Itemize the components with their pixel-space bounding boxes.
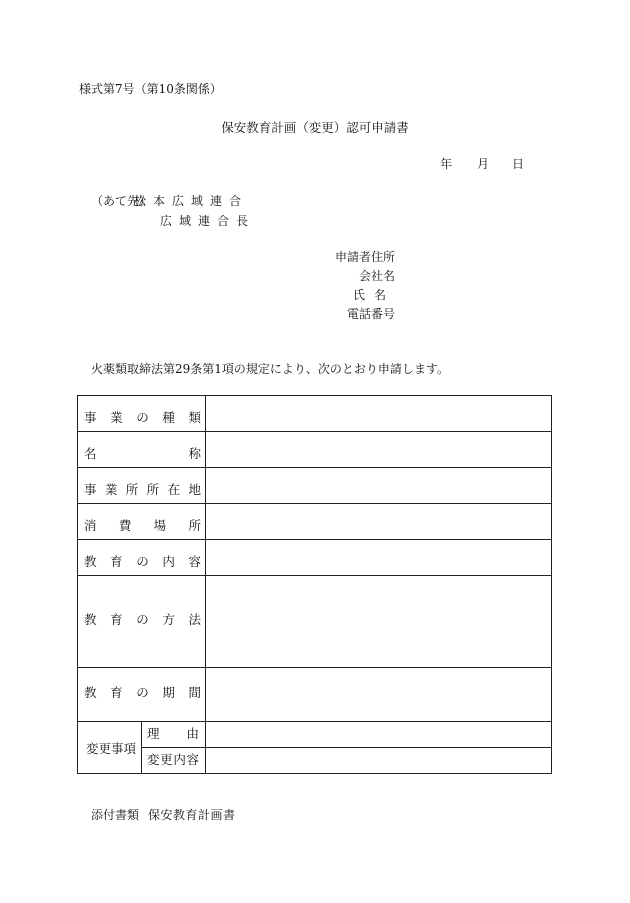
row-office-location <box>78 468 552 504</box>
lead-statement: 火薬類取締法第29条第1項の規定により、次のとおり申請します。 <box>91 362 449 376</box>
applicant-name-label: 氏名 <box>352 288 395 302</box>
business-type-label: 事 業 の 種 類 <box>78 396 206 432</box>
row-name <box>78 432 552 468</box>
education-method-field[interactable] <box>206 576 552 668</box>
consumption-site-label: 消 費 場 所 <box>78 504 206 540</box>
business-type-field[interactable] <box>206 396 552 432</box>
name-field[interactable] <box>206 432 552 468</box>
education-content-field[interactable] <box>206 540 552 576</box>
change-content-field[interactable] <box>206 748 552 774</box>
date-year-label: 年 <box>440 157 453 171</box>
office-location-field[interactable] <box>206 468 552 504</box>
office-location-label: 事 業 所 所 在 地 <box>78 468 206 504</box>
applicant-address-label: 申請者住所 <box>334 250 395 264</box>
application-table <box>77 395 552 774</box>
row-business-type <box>78 396 552 432</box>
row-education-period <box>78 668 552 722</box>
addressee-prefix: （あて先） <box>91 194 152 208</box>
row-education-content <box>78 540 552 576</box>
form-number: 様式第7号（第10条関係） <box>79 82 222 96</box>
education-content-label: 教 育 の 内 容 <box>78 540 206 576</box>
education-period-label: 教 育 の 期 間 <box>78 668 206 722</box>
name-label: 名 称 <box>78 432 206 468</box>
addressee-line2: 広域連合長 <box>160 214 256 228</box>
row-consumption-site <box>78 504 552 540</box>
change-content-label: 変 更 内 容 <box>142 748 206 774</box>
row-education-method <box>78 576 552 668</box>
education-period-field[interactable] <box>206 668 552 722</box>
change-reason-field[interactable] <box>206 722 552 748</box>
attachments-label: 添付書類 <box>91 808 140 822</box>
attachments-value: 保安教育計画書 <box>148 808 236 822</box>
document-title: 保安教育計画（変更）認可申請書 <box>221 120 409 135</box>
applicant-phone-label: 電話番号 <box>346 307 395 321</box>
row-change-reason <box>78 722 552 748</box>
date-day-label: 日 <box>512 157 525 171</box>
consumption-site-field[interactable] <box>206 504 552 540</box>
education-method-label: 教 育 の 方 法 <box>78 576 206 668</box>
change-reason-label: 理 由 <box>142 722 206 748</box>
change-items-label: 変更事項 <box>78 722 142 774</box>
applicant-company-label: 会社名 <box>358 269 395 283</box>
addressee-line1: 松本広域連合 <box>134 194 249 208</box>
row-change-content <box>78 748 552 774</box>
date-month-label: 月 <box>477 157 490 171</box>
